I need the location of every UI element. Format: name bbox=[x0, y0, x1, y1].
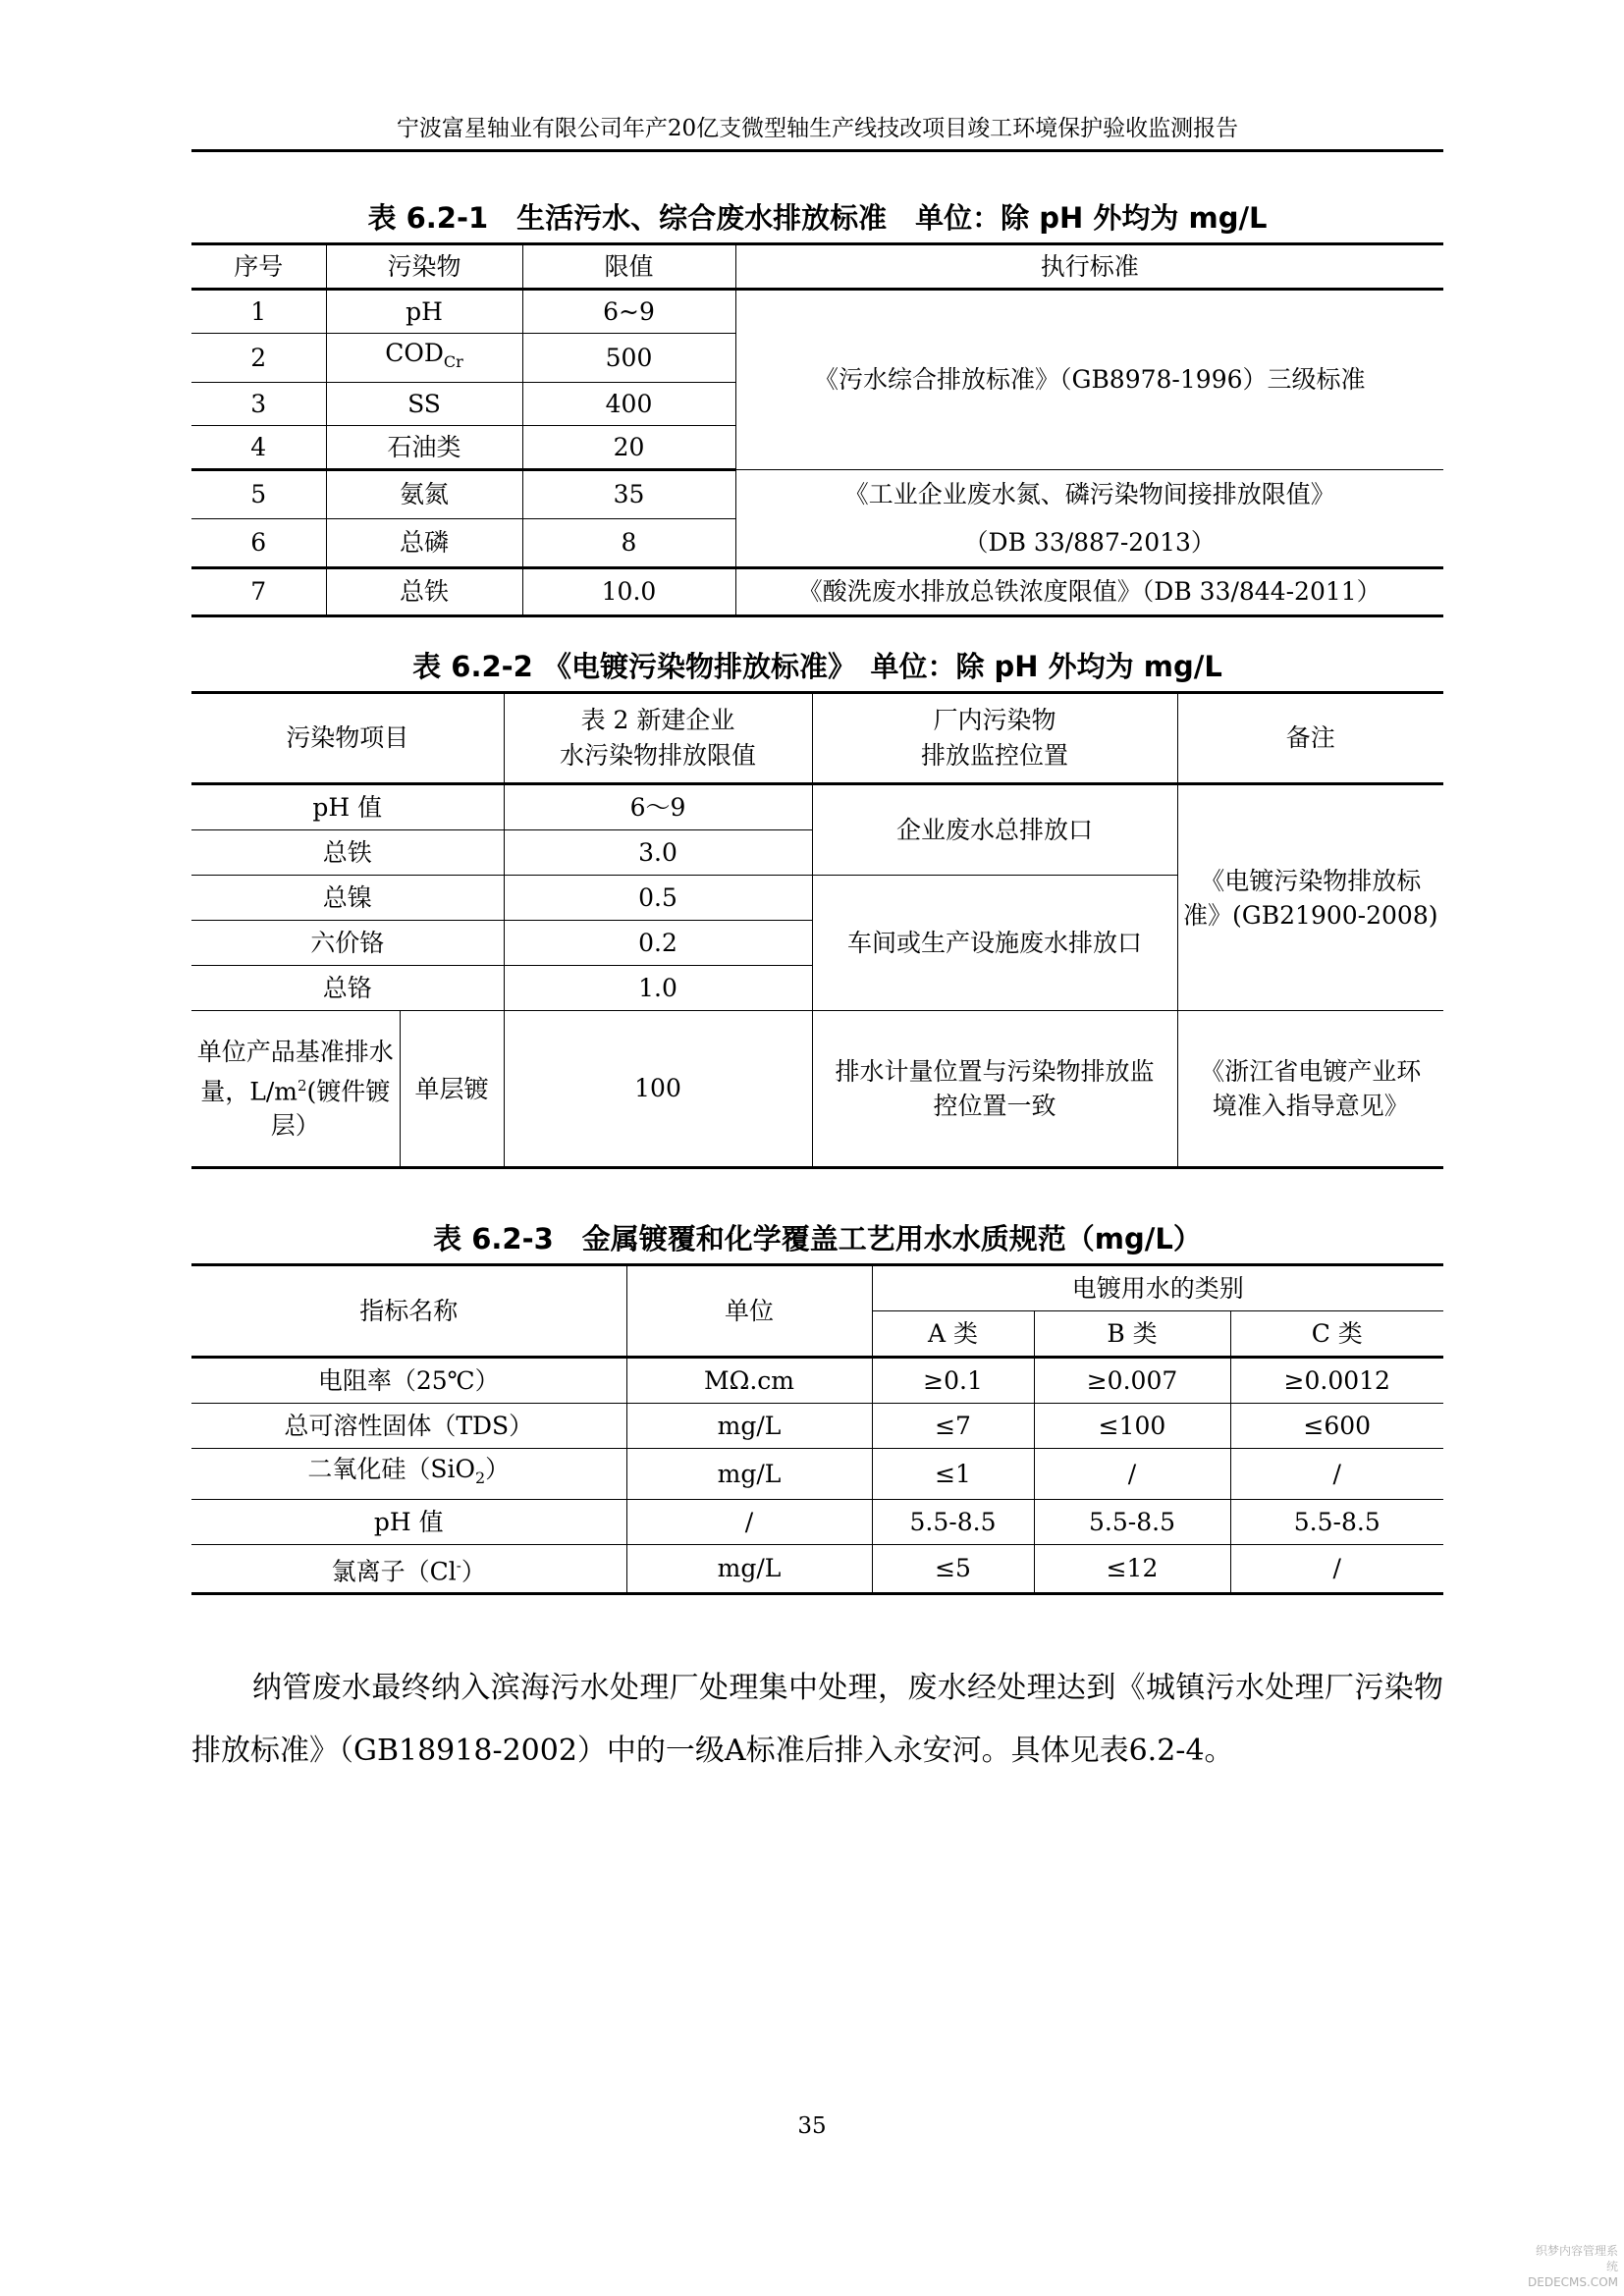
table-row bbox=[191, 290, 1443, 334]
cell-name bbox=[191, 1449, 626, 1500]
cell-limit: 0.2 bbox=[504, 921, 812, 966]
cell-note-zhejiang: 《浙江省电镀产业环境准入指导意见》 bbox=[1177, 1011, 1443, 1168]
discharge-superscript: 2 bbox=[297, 1076, 307, 1095]
cell-name: 总可溶性固体（TDS） bbox=[191, 1404, 626, 1449]
sio2-subscript: 2 bbox=[474, 1468, 486, 1487]
cell-limit: 0.5 bbox=[504, 876, 812, 921]
sio2-label-tail: ） bbox=[485, 1455, 511, 1483]
cell-unit: mg/L bbox=[626, 1449, 872, 1500]
table-row bbox=[191, 1500, 1443, 1545]
cell-no: 7 bbox=[191, 568, 326, 616]
discharge-label-tail: (镀件镀层） bbox=[270, 1077, 391, 1141]
cell-item: pH 值 bbox=[191, 784, 504, 830]
cell-item-discharge bbox=[191, 1011, 400, 1168]
table1 bbox=[191, 242, 1443, 617]
running-header: 宁波富星轴业有限公司年产20亿支微型轴生产线技改项目竣工环境保护验收监测报告 bbox=[396, 116, 1239, 141]
cell-pollutant: 氨氮 bbox=[326, 470, 522, 519]
cell-limit: 400 bbox=[522, 383, 735, 426]
cell-unit: mg/L bbox=[626, 1404, 872, 1449]
table1-header-row bbox=[191, 244, 1443, 290]
page-number: 35 bbox=[797, 2113, 827, 2139]
cell-limit: 35 bbox=[522, 470, 735, 519]
cell-item: 总铬 bbox=[191, 966, 504, 1011]
cell-a: ≤5 bbox=[872, 1545, 1034, 1594]
cell-a: ≤1 bbox=[872, 1449, 1034, 1500]
cod-label: COD bbox=[385, 339, 444, 367]
cell-a: ≤7 bbox=[872, 1404, 1034, 1449]
cell-c: 5.5-8.5 bbox=[1230, 1500, 1443, 1545]
cell-unit: mg/L bbox=[626, 1545, 872, 1594]
cell-c: ≤600 bbox=[1230, 1404, 1443, 1449]
location-header-line1: 厂内污染物 bbox=[933, 706, 1056, 734]
cell-a: ≥0.1 bbox=[872, 1358, 1034, 1404]
cell-pollutant: pH bbox=[326, 290, 522, 334]
cell-b: 5.5-8.5 bbox=[1034, 1500, 1230, 1545]
col-header-limit bbox=[504, 693, 812, 784]
cell-name: 电阻率（25℃） bbox=[191, 1358, 626, 1404]
cell-no: 2 bbox=[191, 334, 326, 383]
col-header-note: 备注 bbox=[1177, 693, 1443, 784]
cod-subscript: Cr bbox=[443, 352, 463, 371]
cell-no: 4 bbox=[191, 426, 326, 470]
cell-item: 六价铬 bbox=[191, 921, 504, 966]
col-header-limit: 限值 bbox=[522, 244, 735, 290]
cell-standard-gb8978: 《污水综合排放标准》（GB8978-1996）三级标准 bbox=[735, 290, 1443, 470]
cell-pollutant: 总磷 bbox=[326, 519, 522, 568]
cell-limit: 20 bbox=[522, 426, 735, 470]
cell-b: ≥0.007 bbox=[1034, 1358, 1230, 1404]
cell-b: / bbox=[1034, 1449, 1230, 1500]
col-header-pollutant: 污染物 bbox=[326, 244, 522, 290]
cell-location-metering: 排水计量位置与污染物排放监控位置一致 bbox=[812, 1011, 1177, 1168]
cell-pollutant: 总铁 bbox=[326, 568, 522, 616]
table-row bbox=[191, 1404, 1443, 1449]
cell-no: 5 bbox=[191, 470, 326, 519]
cell-item: 总铁 bbox=[191, 830, 504, 876]
cell-limit: 10.0 bbox=[522, 568, 735, 616]
watermark bbox=[1528, 2243, 1618, 2290]
col-header-standard: 执行标准 bbox=[735, 244, 1443, 290]
cell-limit: 500 bbox=[522, 334, 735, 383]
cell-name bbox=[191, 1545, 626, 1594]
sio2-label: 二氧化硅（SiO bbox=[307, 1455, 475, 1483]
cell-no: 1 bbox=[191, 290, 326, 334]
cell-c: ≥0.0012 bbox=[1230, 1358, 1443, 1404]
table-row bbox=[191, 1545, 1443, 1594]
table2 bbox=[191, 691, 1443, 1169]
chloride-superscript: - bbox=[456, 1557, 461, 1575]
cell-location-workshop: 车间或生产设施废水排放口 bbox=[812, 876, 1177, 1011]
cell-limit: 6～9 bbox=[504, 784, 812, 830]
body-paragraph: 纳管废水最终纳入滨海污水处理厂处理集中处理，废水经处理达到《城镇污水处理厂污染物排放标准》（GB18918-2002）中的一级A标准后排入永安河。具体见表6.2-4。 bbox=[191, 1671, 1443, 1768]
watermark-line2: DEDECMS.COM bbox=[1528, 2275, 1618, 2289]
header-rule bbox=[191, 149, 1443, 152]
cell-limit: 6~9 bbox=[522, 290, 735, 334]
cell-sub-item: 单层镀 bbox=[400, 1011, 504, 1168]
cell-pollutant: SS bbox=[326, 383, 522, 426]
cell-limit: 8 bbox=[522, 519, 735, 568]
table-row bbox=[191, 1449, 1443, 1500]
table-row bbox=[191, 568, 1443, 616]
cell-limit: 3.0 bbox=[504, 830, 812, 876]
col-header-unit: 单位 bbox=[626, 1265, 872, 1358]
table1-caption: 表 6.2-1 生活污水、综合废水排放标准 单位：除 pH 外均为 mg/L bbox=[367, 201, 1268, 235]
cell-pollutant: 石油类 bbox=[326, 426, 522, 470]
cell-limit: 1.0 bbox=[504, 966, 812, 1011]
table-row bbox=[191, 470, 1443, 519]
col-header-group: 电镀用水的类别 bbox=[872, 1265, 1443, 1311]
cell-unit: / bbox=[626, 1500, 872, 1545]
cell-item: 总镍 bbox=[191, 876, 504, 921]
cell-standard-db33-887: 《工业企业废水氮、磷污染物间接排放限值》 bbox=[735, 470, 1443, 519]
table-row bbox=[191, 1358, 1443, 1404]
col-header-a: A 类 bbox=[872, 1311, 1034, 1358]
table-row bbox=[191, 519, 1443, 568]
col-header-c: C 类 bbox=[1230, 1311, 1443, 1358]
cell-standard-db33-887-code: （DB 33/887-2013） bbox=[735, 519, 1443, 568]
table2-header-row bbox=[191, 693, 1443, 784]
cell-b: ≤12 bbox=[1034, 1545, 1230, 1594]
cell-no: 3 bbox=[191, 383, 326, 426]
discharge-label: 单位产品基准排水量，L/m bbox=[196, 1037, 394, 1106]
col-header-no: 序号 bbox=[191, 244, 326, 290]
cell-unit: MΩ.cm bbox=[626, 1358, 872, 1404]
limit-header-line2: 水污染物排放限值 bbox=[560, 741, 757, 770]
col-header-b: B 类 bbox=[1034, 1311, 1230, 1358]
table3-header-row bbox=[191, 1265, 1443, 1311]
chloride-label: 氯离子（Cl bbox=[331, 1557, 457, 1586]
cell-note-gb21900: 《电镀污染物排放标准》(GB21900-2008) bbox=[1177, 784, 1443, 1011]
table-row bbox=[191, 1011, 1443, 1168]
cell-standard-db33-844: 《酸洗废水排放总铁浓度限值》（DB 33/844-2011） bbox=[735, 568, 1443, 616]
cell-no: 6 bbox=[191, 519, 326, 568]
cell-pollutant bbox=[326, 334, 522, 383]
cell-name: pH 值 bbox=[191, 1500, 626, 1545]
cell-b: ≤100 bbox=[1034, 1404, 1230, 1449]
table3 bbox=[191, 1263, 1443, 1595]
cell-limit: 100 bbox=[504, 1011, 812, 1168]
cell-location-outlet: 企业废水总排放口 bbox=[812, 784, 1177, 876]
watermark-line1: 织梦内容管理系统 bbox=[1535, 2244, 1618, 2273]
location-header-line2: 排放监控位置 bbox=[921, 741, 1069, 770]
limit-header-line1: 表 2 新建企业 bbox=[580, 706, 735, 734]
table3-caption: 表 6.2-3 金属镀覆和化学覆盖工艺用水水质规范（mg/L） bbox=[433, 1222, 1202, 1255]
chloride-label-tail: ） bbox=[460, 1557, 486, 1586]
col-header-name: 指标名称 bbox=[191, 1265, 626, 1358]
cell-c: / bbox=[1230, 1545, 1443, 1594]
col-header-item: 污染物项目 bbox=[191, 693, 504, 784]
cell-a: 5.5-8.5 bbox=[872, 1500, 1034, 1545]
cell-c: / bbox=[1230, 1449, 1443, 1500]
table-row bbox=[191, 784, 1443, 830]
col-header-location bbox=[812, 693, 1177, 784]
table2-caption: 表 6.2-2 《电镀污染物排放标准》 单位：除 pH 外均为 mg/L bbox=[412, 650, 1222, 683]
